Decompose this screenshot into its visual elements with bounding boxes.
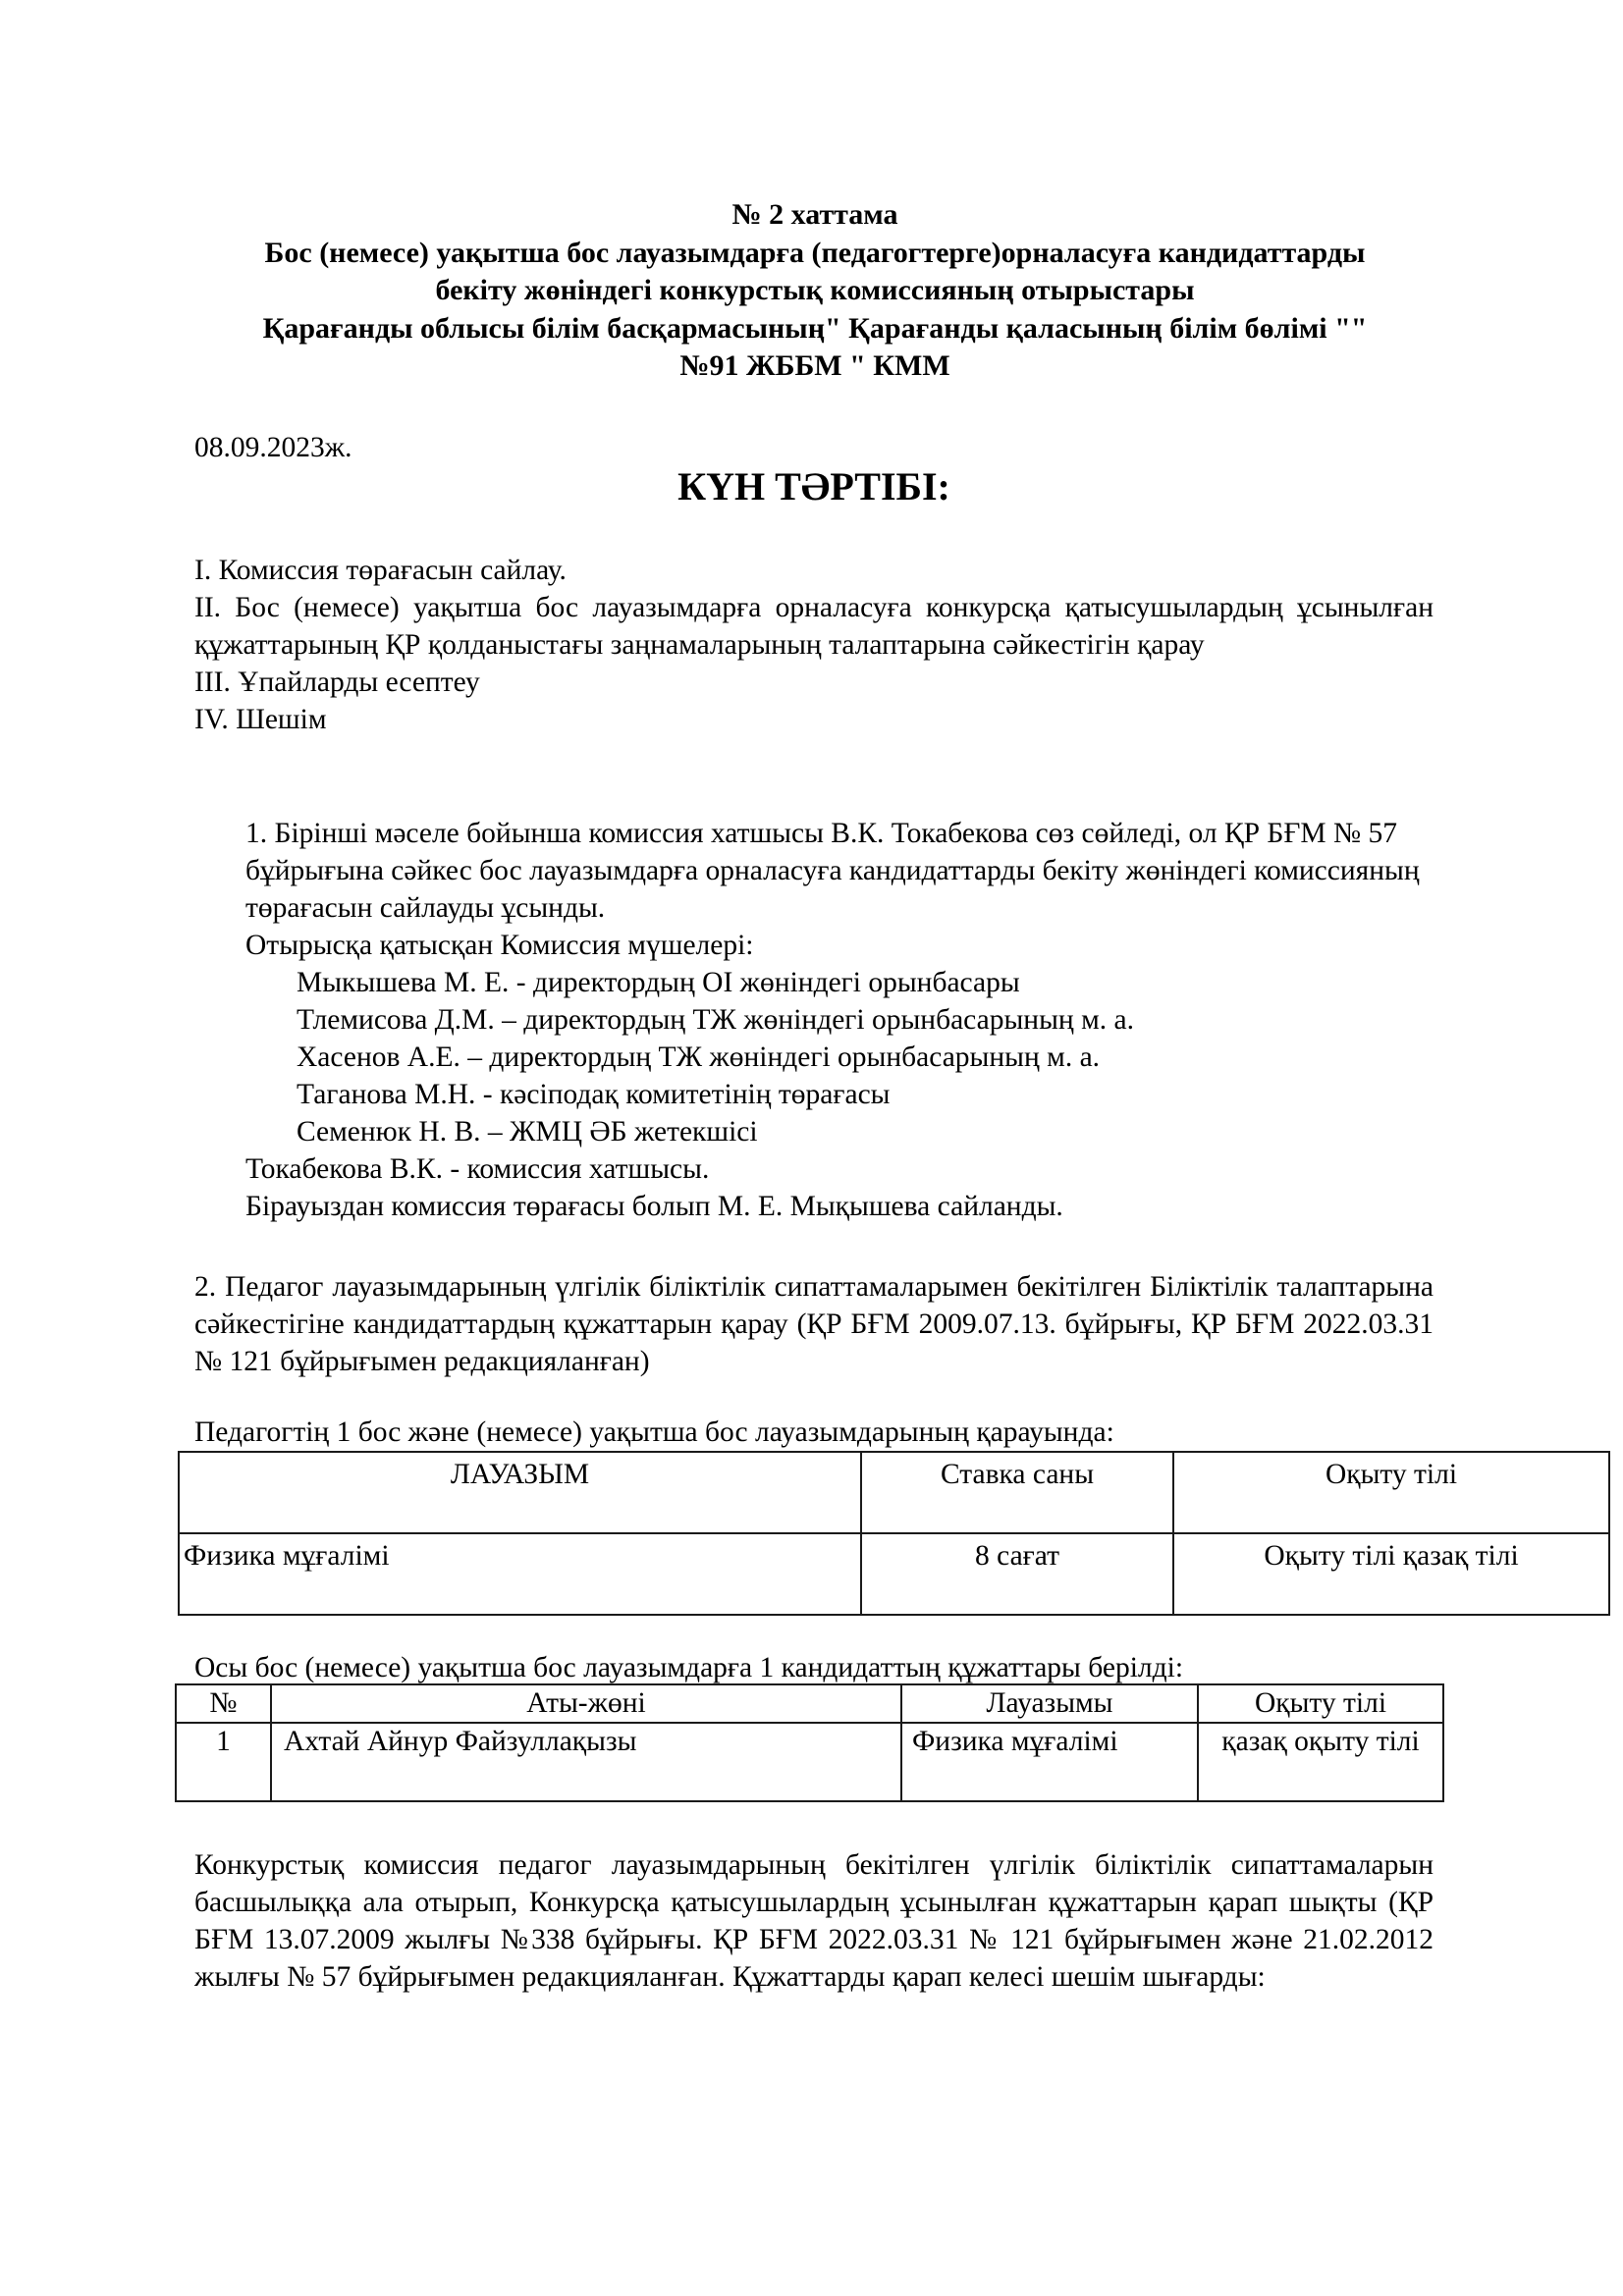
- position-cell: Физика мұғалімі: [901, 1723, 1198, 1801]
- header-cell: Лауазымы: [901, 1684, 1198, 1723]
- title-line: Қарағанды облысы білім басқармасының" Қарағанды қаласының білім бөлімі "": [262, 311, 1368, 345]
- agenda-item: I. Комиссия төрағасын сайлау.: [194, 555, 567, 586]
- commission-member: Таганова М.Н. - кәсіподақ комитетінің төрағасы: [297, 1079, 891, 1110]
- title-line: №91 ЖББМ " КММ: [679, 349, 950, 382]
- commission-member: Семенюк Н. В. – ЖМЦ ӘБ жетекшісі: [297, 1116, 758, 1148]
- header-cell: ЛАУАЗЫМ: [179, 1452, 861, 1533]
- title-line: бекіту жөніндегі конкурстық комиссияның отырыстары: [435, 274, 1195, 306]
- agenda-list: [194, 552, 1434, 738]
- agenda-item: IV. Шешім: [194, 704, 327, 735]
- candidate-name-cell: Ахтай Айнур Файзуллақызы: [271, 1723, 901, 1801]
- vacancies-table-caption: Педагогтің 1 бос және (немесе) уақытша бос лауазымдарының қарауында:: [194, 1416, 1114, 1448]
- table-row: [179, 1533, 1609, 1615]
- agenda-item: III. Ұпайларды есептеу: [194, 667, 480, 698]
- agenda-heading: КҮН ТӘРТІБІ:: [677, 464, 950, 508]
- candidates-table-caption: Осы бос (немесе) уақытша бос лауазымдарға 1 кандидаттың құжаттары берілді:: [194, 1652, 1184, 1683]
- protocol-number: № 2 хаттама: [731, 198, 898, 231]
- position-cell: Физика мұғалімі: [179, 1533, 861, 1615]
- language-cell: қазақ оқыту тілі: [1198, 1723, 1443, 1801]
- language-cell: Оқыту тілі қазақ тілі: [1173, 1533, 1609, 1615]
- title-line: Бос (немесе) уақытша бос лауазымдарға (педагогтерге)орналасуға кандидаттарды: [264, 236, 1366, 269]
- document-date: 08.09.2023ж.: [194, 432, 352, 463]
- commission-member: Тлемисова Д.М. – директордың ТЖ жөніндегі орынбасарының м. а.: [297, 1004, 1134, 1036]
- header-cell: Ставка саны: [861, 1452, 1173, 1533]
- chair-election-decision: Бірауыздан комиссия төрағасы болып М. Е. Мықышева сайланды.: [245, 1191, 1063, 1222]
- header-cell: Аты-жөні: [271, 1684, 901, 1723]
- section-1: [194, 815, 1434, 1225]
- number-cell: 1: [176, 1723, 271, 1801]
- header-cell: №: [176, 1684, 271, 1723]
- commission-secretary: Токабекова В.К. - комиссия хатшысы.: [245, 1153, 710, 1185]
- document-title-block: [147, 196, 1483, 386]
- section-2-paragraph: 2. Педагог лауазымдарының үлгілік біліктілік сипаттамаларымен бекітілген Біліктілік талаптарына сәйкестігіне кандидаттардың құжаттарын қарау (ҚР БҒМ 2009.07.13. бұйрығы, ҚР БҒМ 2022.03.31 № 121 бұйрығымен редакцияланған): [194, 1271, 1434, 1377]
- header-cell: Оқыту тілі: [1198, 1684, 1443, 1723]
- agenda-item: II. Бос (немесе) уақытша бос лауазымдарға орналасуға конкурсқа қатысушылардың ұсынылған құжаттарының ҚР қолданыстағы заңнамаларының талаптарына сәйкестігін қарау: [194, 592, 1434, 661]
- table-header-row: [179, 1452, 1609, 1533]
- rate-cell: 8 сағат: [861, 1533, 1173, 1615]
- vacancies-table: [178, 1451, 1610, 1616]
- table-row: [176, 1723, 1443, 1801]
- members-heading: Отырысқа қатысқан Комиссия мүшелері:: [245, 930, 754, 961]
- section-1-paragraph: 1. Бірінші мәселе бойынша комиссия хатшысы В.К. Токабекова сөз сөйледі, ол ҚР БҒМ № 57 бұйрығына сәйкес бос лауазымдарға орналасуға кандидаттарды бекіту жөніндегі комиссияның төрағасын сайлауды ұсынды.: [245, 818, 1420, 924]
- section-3-paragraph: Конкурстық комиссия педагог лауазымдарының бекітілген үлгілік біліктілік сипаттамаларын басшылыққа ала отырып, Конкурсқа қатысушылардың ұсынылған құжаттарын қарап шықты (ҚР БҒМ 13.07.2009 жылғы №338 бұйрығы. ҚР БҒМ 2022.03.31 № 121 бұйрығымен және 21.02.2012 жылғы № 57 бұйрығымен редакцияланған. Құжаттарды қарап келесі шешім шығарды:: [194, 1849, 1434, 1993]
- candidates-table: [175, 1683, 1444, 1802]
- commission-member: Мыкышева М. Е. - директордың ОІ жөніндегі орынбасары: [297, 967, 1020, 998]
- table-header-row: [176, 1684, 1443, 1723]
- header-cell: Оқыту тілі: [1173, 1452, 1609, 1533]
- commission-member: Хасенов А.Е. – директордың ТЖ жөніндегі орынбасарының м. а.: [297, 1041, 1101, 1073]
